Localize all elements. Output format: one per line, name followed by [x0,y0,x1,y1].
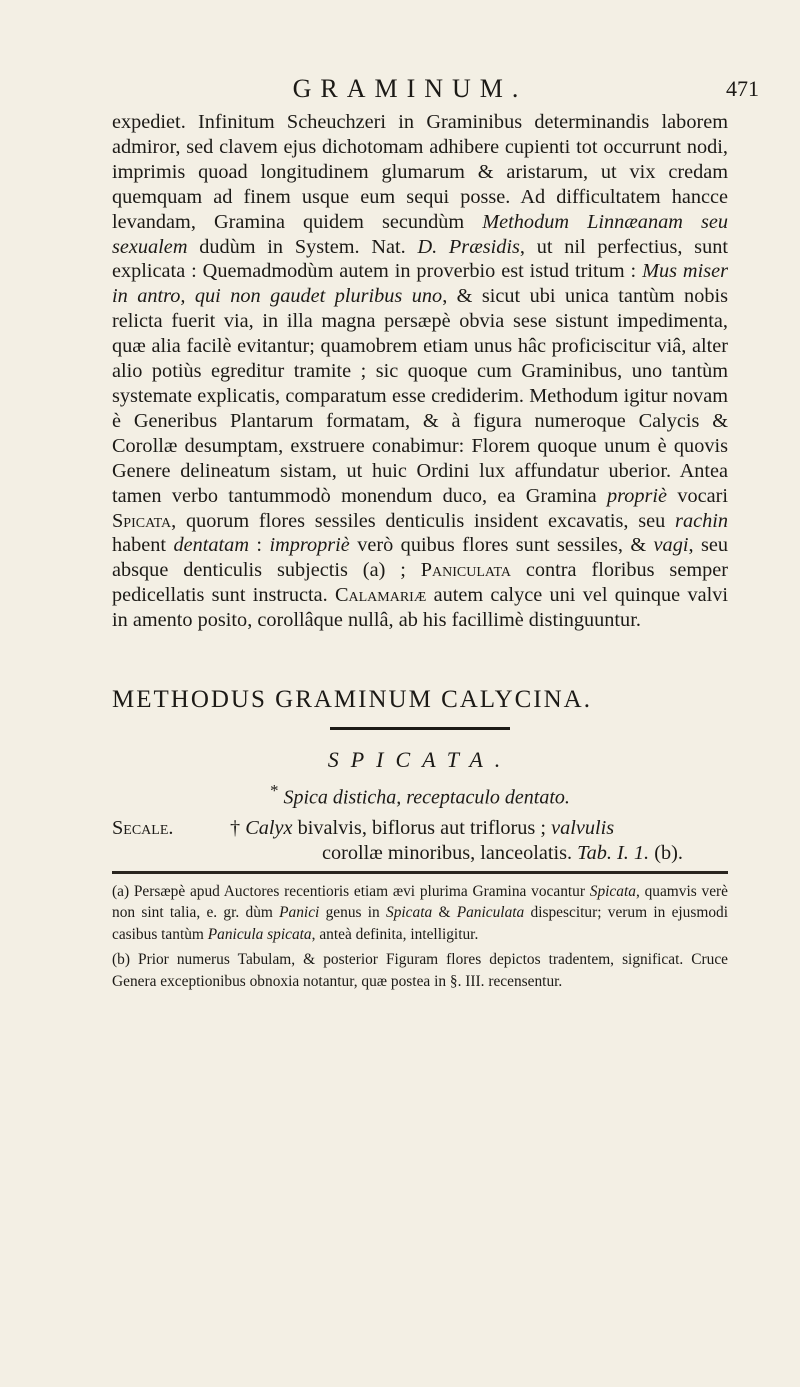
entry-text: bivalvis, biflorus aut triflorus ; [292,817,552,839]
plate-reference: Tab. I. 1. [577,842,650,864]
text-run: expediet. Infinitum Scheuchzeri in Graminibus determinandis laborem admiror, sed clavem ejus dichotomam adhibere cupienti tot occurrunt nodi, imprimis quoad longitudinem glumarum & aristarum, ut vix credam quemquam ad finem usque eum sequi posse. Ad difficultatem hancce levandam, Gramina quidem secundùm [112,111,728,233]
footnote-text: Persæpè apud Auctores recentioris etiam ævi plurima Gramina vocantur [129,883,590,900]
footnote-italic: Panici [279,904,320,922]
footnote-rule [112,871,728,874]
text-run: vocari [667,484,728,507]
entry-italic: valvulis [551,817,615,839]
text-run: contra floribus semper pedicellatis sunt instructa. [112,559,728,607]
running-head: GRAMINUM. [292,74,528,103]
footnote-text: , quamvis verè non sint talia, e. gr. dùm [112,883,728,922]
italic-run: propriè [606,484,668,507]
footnote-ref: (b). [649,842,683,864]
italic-run: rachin [675,509,728,532]
asterisk-marker: * [270,781,279,800]
footnote-text: genus in [319,904,387,922]
text-run: , quorum flores sessiles denticulis insident excavatis, seu [171,509,676,532]
page-number: 471 [726,76,759,101]
entry-label: Calyx [245,817,293,839]
smallcaps-run: Spicata [112,509,172,532]
text-run: , seu absque denticulis subjectis (a) ; [112,534,728,582]
footnote-text: , anteà definita, intelligitur. [311,925,479,943]
main-paragraph [112,110,728,633]
cross-marker: † [230,817,241,839]
italic-run: dentatam [173,534,249,557]
footnote-text: & [432,904,457,922]
footnote-text: Prior numerus Tabulam, & posterior Figuram flores depictos tradentem, significat. Cruce Genera exceptionibus obnoxia notantur, quæ postea in §. III. recensentur. [112,951,728,990]
definition-text: Spica disticha, receptaculo dentato. [283,786,570,809]
text-run: : [248,534,270,557]
footnote-italic: Panicula spicata [207,925,312,943]
footnote-italic: Spicata [589,883,636,900]
entry-continuation [112,841,728,866]
section-title: METHODUS GRAMINUM CALYCINA. [112,686,592,713]
footnote-b [112,949,728,992]
text-run: dudùm in System. Nat. [187,235,418,258]
footnote-a [112,881,728,945]
text-run: , & sicut ubi unica tantùm nobis relicta fuerit via, in illa magna persæpè obvia sese sistunt impedimenta, quæ alia facilè evitantur; quamobrem etiam unus hâc proficiscitur viâ, alter alio potiùs egreditur tramite ; sic quoque cum Graminibus, uno tantùm systemate explicatis, comparatum esse crediderim. Methodum igitur novam è Generibus Plantarum formatam, & à figura numeroque Calycis & Corollæ desumptam, exstruere conabimur: Florem quoque unum è quovis Genere delineatum sistam, ut huic Ordini lux affundatur uberior. Antea tamen verbo tantummodò monendum duco, ea Gramina [112,285,729,507]
subsection-heading: SPICATA. [327,747,513,772]
italic-run: D. Præsidis [417,235,520,258]
footnote-italic: Spicata [386,904,433,922]
footnote-label: (b) [112,951,130,969]
footnote-italic: Paniculata [456,904,525,922]
italic-run: impropriè [269,534,350,557]
italic-run: Mus miser in antro, qui non gaudet pluribus uno [112,260,728,308]
text-run: habent [112,534,174,557]
entry-text: corollæ minoribus, lanceolatis. [322,842,578,864]
genus-name: Secale. [112,817,174,839]
text-run: autem calyce uni vel quinque valvi in amento posito, corollâque nullâ, ab his facillimè distinguuntur. [112,584,728,632]
footnotes [112,881,728,992]
text-run: , ut nil perfectius, sunt explicata : Quemadmodùm autem in proverbio est istud tritum : [112,235,728,283]
subsection-definition [112,781,728,810]
footnote-text: dispescitur; verum in ejusmodi casibus tantùm [112,904,728,943]
footnote-label: (a) [112,883,130,900]
smallcaps-run: Paniculata [420,559,511,582]
genus-entry [112,816,728,866]
text-run: verò quibus flores sunt sessiles, & [349,534,654,557]
italic-run: Methodum Linnæanam seu sexualem [112,210,728,258]
decorative-rule [330,727,510,730]
smallcaps-run: Calamariæ [334,584,427,607]
italic-run: vagi [653,534,689,557]
